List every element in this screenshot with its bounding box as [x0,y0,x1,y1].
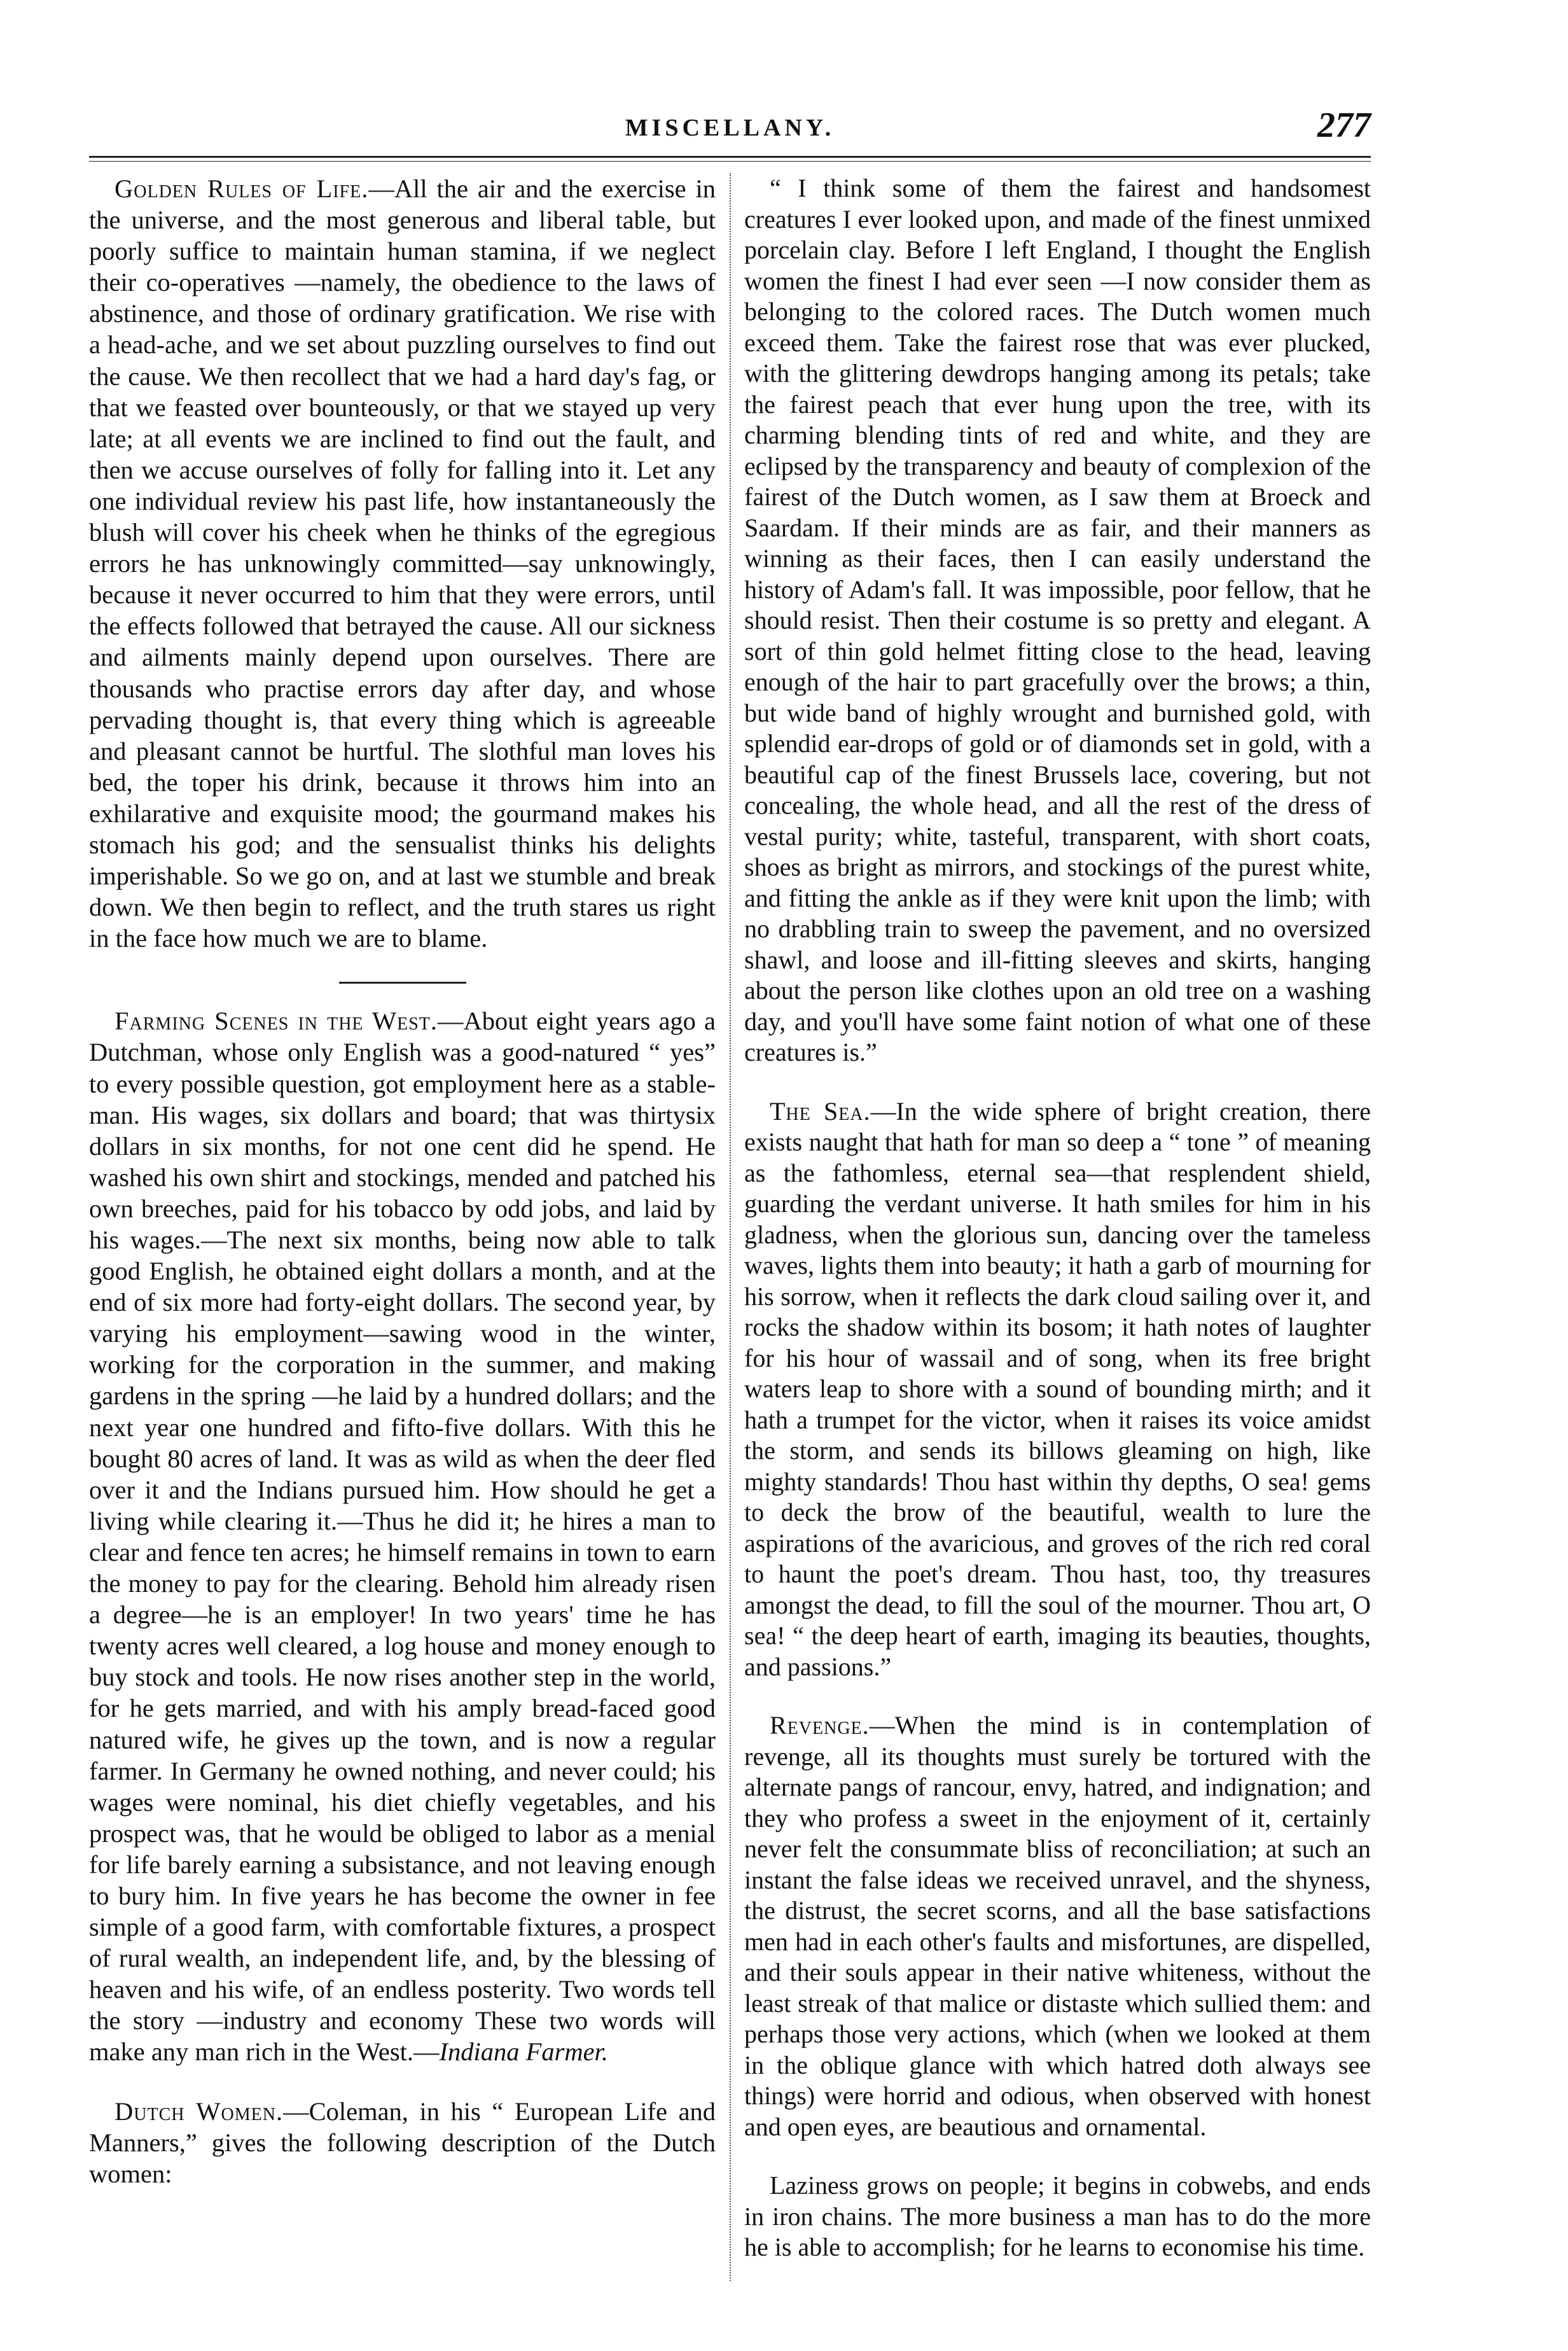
article-source: Indiana Farmer. [439,2037,608,2067]
article-farming-scenes [89,1005,716,2067]
article-title: Golden Rules of Life. [114,174,369,203]
article-quote: “ I think some of them the fairest and handsomest creatures I ever looked upon, and made of the finest unmixed porcelain clay. Before I left England, I thought the English women the finest I had ever seen —I now consider them as belonging to the colored races. The Dutch women much exceed them. Take the fairest rose that was ever plucked, with the glittering dewdrops hanging among its petals; take the fairest peach that ever hung upon the tree, with its charming blending tints of red and white, and they are eclipsed by the transparency and beauty of complexion of the fairest of the Dutch women, as I saw them at Broeck and Saardam. If their minds are as fair, and their manners as winning as their faces, then I can easily understand the history of Adam's fall. It was impossible, poor fellow, that he should resist. Then their costume is so pretty and elegant. A sort of thin gold helmet fitting close to the head, leaving enough of the hair to part gracefully over the brows; a thin, but wide band of highly wrought and burnished gold, with splendid ear-drops of gold or of diamonds set in gold, with a beautiful cap of the finest Brussels lace, covering, but not concealing, the whole head, and all the rest of the dress of vestal purity; white, tasteful, transparent, with short coats, shoes as bright as mirrors, and stockings of the purest white, and fitting the ankle as if they were knit upon the limb; with no drabbling train to sweep the pavement, and no oversized shawl, and loose and ill-fitting sleeves and skirts, hanging about the person like clothes upon an old tree on a washing day, and you'll have some faint notion of what one of these creatures is.” [744,174,1371,1066]
article-separator [339,982,466,984]
article-title: Farming Scenes in the West. [114,1007,438,1036]
article-revenge [744,1710,1371,2142]
article-title: Dutch Women. [114,2096,284,2126]
article-body: —Coleman, in his “ European Life and Manners,” gives the following description of the Dutch women: [89,2096,716,2188]
running-head: MISCELLANY. [625,115,835,141]
article-paragraph [89,1005,716,2067]
article-laziness [744,2170,1371,2263]
article-dutch-women [89,2096,716,2189]
article-body: —All the air and the exercise in the universe, and the most generous and liberal table, but poorly suffice to maintain human stamina, if we neglect their co-operatives —namely, the obedience to the laws of abstinence, and those of ordinary gratification. We rise with a head-ache, and we set about puzzling ourselves to find out the cause. We then recollect that we had a hard day's fag, or that we feasted over bounteously, or that we stayed up very late; at all events we are inclined to find out the fault, and then we accuse ourselves of folly for falling into it. Let any one individual review his past life, how instantaneously the blush will cover his cheek when he thinks of the egregious errors he has unknowingly committed—say unknowingly, because it never occurred to him that they were errors, until the effects followed that betrayed the cause. All our sickness and ailments mainly depend upon ourselves. There are thousands who practise errors day after day, and whose pervading thought is, that every thing which is agreeable and pleasant cannot be hurtful. The slothful man loves his bed, the toper his drink, because it throws him into an exhilarative and exquisite mood; the gourmand makes his stomach his god; and the sensualist thinks his delights imperishable. So we go on, and at last we stumble and break down. We then begin to reflect, and the truth stares us right in the face how much we are to blame. [89,174,716,953]
page-header [89,105,1371,156]
article-paragraph [744,1096,1371,1683]
article-paragraph [744,1710,1371,2142]
page-number: 277 [1317,106,1371,145]
article-dutch-women-quote [744,173,1371,1068]
column-divider [730,173,731,2281]
article-body: Laziness grows on people; it begins in cobwebs, and ends in iron chains. The more business a man has to do the more he is able to accomplish; for he learns to economise his time. [744,2171,1371,2261]
article-body: —In the wide sphere of bright creation, there exists naught that hath for man so deep a “ tone ” of meaning as the fathomless, eternal sea—that resplendent shield, guarding the verdant universe. It hath smiles for him in his gladness, when the glorious sun, dancing over the tameless waves, lights them into beauty; it hath a garb of mourning for his sorrow, when it reflects the dark cloud sailing over it, and rocks the shadow within its bosom; it hath notes of laughter for his hour of wassail and of song, when its free bright waters leap to shore with a sound of bounding mirth; and it hath a trumpet for the victor, when it raises its voice amidst the storm, and sends its billows gleaming on high, like mighty standards! Thou hast within thy depths, O sea! gems to deck the brow of the beautiful, wealth to lure the aspirations of the avaricious, and groves of the rich red coral to haunt the poet's dream. Thou hast, too, thy treasures amongst the dead, to fill the soul of the mourner. Thou art, O sea! “ the deep heart of earth, imaging its beauties, thoughts, and passions.” [744,1096,1371,1681]
article-the-sea [744,1096,1371,1683]
header-rule-thin [89,161,1371,162]
article-paragraph [89,173,716,954]
header-rule [89,156,1371,158]
right-column [744,173,1371,2291]
article-body: —About eight years ago a Dutchman, whose only English was a good-natured “ yes” to every possible question, got employment here as a stable-man. His wages, six dollars and board; that was thirtysix dollars in six months, for not one cent did he spend. He washed his own shirt and stockings, mended and patched his own breeches, paid for his tobacco by odd jobs, and laid by his wages.—The next six months, being now able to talk good English, he obtained eight dollars a month, and at the end of six more had forty-eight dollars. The second year, by varying his employment—sawing wood in the winter, working for the corporation in the summer, and making gardens in the spring —he laid by a hundred dollars; and the next year one hundred and fifto-five dollars. With this he bought 80 acres of land. It was as wild as when the deer fled over it and the Indians pursued him. How should he get a living while clearing it.—Thus he did it; he hires a man to clear and fence ten acres; he himself remains in town to earn the money to pay for the clearing. Behold him already risen a degree—he is an employer! In two years' time he has twenty acres well cleared, a log house and money enough to buy stock and tools. He now rises another step in the world, for he gets married, and with his amply bread-faced good natured wife, he gives up the town, and is now a regular farmer. In Germany he owned nothing, and never could; his wages were nominal, his diet chiefly vegetables, and his prospect was, that he would be obliged to labor as a menial for life barely earning a subsistance, and not leaving enough to bury him. In five years he has become the owner in fee simple of a good farm, with comfortable fixtures, a prospect of rural wealth, an independent life, and, by the blessing of heaven and his wife, of an endless posterity. Two words tell the story —industry and economy These two words will make any man rich in the West.— [89,1007,716,2067]
left-column [89,173,716,2217]
article-title: Revenge. [770,1711,870,1740]
article-title: The Sea. [770,1096,871,1126]
article-golden-rules [89,173,716,954]
article-paragraph [89,2096,716,2189]
article-body: —When the mind is in contemplation of revenge, all its thoughts must surely be tortured with the alternate pangs of rancour, envy, hatred, and indignation; and they who profess a sweet in the enjoyment of it, certainly never felt the consummate bliss of reconciliation; at such an instant the false ideas we received unravel, and the shyness, the distrust, the secret scorns, and all the base satisfactions men had in each other's faults and misfortunes, are dispelled, and their souls appear in their native whiteness, without the least streak of that malice or distaste which sullied them: and perhaps those very actions, which (when we looked at them in the oblique glance with which hatred doth always see things) were horrid and odious, when observed with honest and open eyes, are beautious and ornamental. [744,1711,1371,2141]
